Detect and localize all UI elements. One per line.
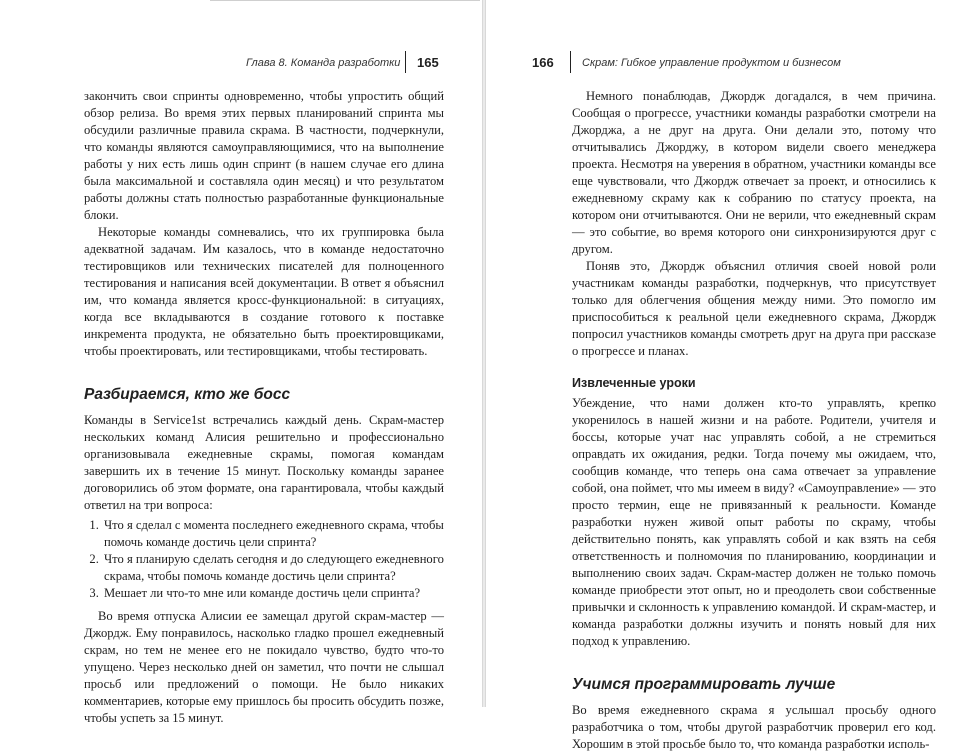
book-running-head: Скрам: Гибкое управление продуктом и бизнесом bbox=[582, 57, 841, 69]
paragraph: Команды в Service1st встречались каждый день. Скрам-мастер нескольких команд Алисия решительно и профессионально организовывала ежедневные скрамы, помогая командам завершить их в течение 15 минут. Поскольку команды заранее договорились об этом формате, она гарантировала, чтобы каждый ответил на три вопроса: bbox=[84, 413, 444, 512]
paragraph: Поняв это, Джордж объяснил отличия своей новой роли участникам команды разработки, подчеркнув, что присутствует только для облегчения общения между ними. Это помогло им приспособиться к реальной цели ежедневного скрама, Джордж попросил участников команды смотреть друг на друга при рассказе о прогрессе и планах. bbox=[572, 259, 936, 358]
paragraph: Во время отпуска Алисии ее замещал другой скрам-мастер — Джордж. Ему понравилось, насколько гладко прошел ежедневный скрам, но тем не менее его не покидало чувство, будто что-то упущено. Через несколько дней он заметил, что почти не слышал просьб или предложений о помощи. Не было никаких комментариев, которые ему пришлось бы просить обсудить позже, чтобы успеть за 15 минут. bbox=[84, 609, 444, 725]
paragraph: Во время ежедневного скрама я услышал просьбу одного разработчика о том, чтобы другой разработчик проверил его код. Хорошим в этой просьбе было то, что команда разработки исполь- bbox=[572, 703, 936, 751]
list-item: 1. Что я сделал с момента последнего ежедневного скрама, чтобы помочь команде достичь цели спринта? bbox=[102, 517, 444, 551]
paragraph: Убеждение, что нами должен кто-то управлять, крепко укоренилось в нашей жизни и на работе. Родители, учителя и боссы, которые учат нас управлять собой, а не стремиться оправдать их ожидания, редки. Тогда почему мы ожидаем, что, сообщив команде, что теперь она сама отвечает за управление собой, она поймет, что мы имеем в виду? «Самоуправление» — это просто термин, еще не привязанный к реальности. Команде разработки нужен живой опыт работы по скраму, чтобы действительно понять, как управлять собой и как взять на себя ответственность и полномочия по планированию, координации и выполнению своих задач. Скрам-мастер должен не только помочь команде приобрести этот опыт, но и преодолеть свои собственные привычки и склонность к управлению командой. И скрам-мастер, и команда разработки должны изучить и понять новый для них подход к управлению. bbox=[572, 396, 936, 648]
lessons-heading: Извлеченные уроки bbox=[572, 376, 696, 390]
right-page bbox=[486, 0, 970, 751]
list-item: 2. Что я планирую сделать сегодня и до следующего ежедневного скрама, чтобы помочь команде достичь цели спринта? bbox=[102, 551, 444, 585]
paragraph: Немного понаблюдав, Джордж догадался, в чем причина. Сообщая о прогрессе, участники команды разработки смотрели на Джорджа, а не друг на друга. Они делали это, потому что отчитывались Джорджу, в котором видели своего менеджера проекта. Несмотря на уверения в обратном, участники команды все еще чувствовали, что Джордж отвечает за проект, и относились к ежедневному скраму как к собранию по статусу проекта, на котором они отчитываются. Они не верили, что ежедневный скрам — это событие, во время которого они синхронизируются друг с другом. bbox=[572, 89, 936, 256]
paragraph: закончить свои спринты одновременно, чтобы упростить общий обзор релиза. Во время этих первых планирований спринта мы обсудили различные правила скрама. В частности, подчеркнули, что команды являются самоуправляющимися, что на выполнение работы у них есть лишь один спринт (в нашем случае его длина была максимальной и составляла один месяц) и что результатом работы должны стать полностью разработанные функциональные блоки. bbox=[84, 89, 444, 222]
left-text-column bbox=[84, 88, 444, 727]
left-page bbox=[0, 0, 482, 725]
chapter-running-head: Глава 8. Команда разработки bbox=[246, 57, 401, 69]
page-number: 166 bbox=[532, 55, 554, 70]
section-heading: Учимся программировать лучше bbox=[572, 676, 836, 693]
questions-list bbox=[84, 517, 444, 602]
scan-edge-line bbox=[210, 0, 480, 1]
header-divider bbox=[570, 51, 571, 73]
right-text-column bbox=[572, 88, 936, 753]
header-divider bbox=[405, 51, 406, 73]
section-heading: Разбираемся, кто же босс bbox=[84, 386, 291, 403]
page-number: 165 bbox=[417, 55, 439, 70]
list-item: 3. Мешает ли что-то мне или команде достичь цели спринта? bbox=[102, 585, 444, 602]
paragraph: Некоторые команды сомневались, что их группировка была адекватной задачам. Им казалось, что в команде недостаточно тестировщиков или технических писателей для полноценного тестирования и написания всей документации. В ответ я объяснил им, что команда является кросс-функциональной: в ситуациях, когда все вкладываются в создание готового к поставке инкремента продукта, не обязательно быть проектировщиками, чтобы проектировать, или тестировщиками, чтобы тестировать. bbox=[84, 225, 444, 358]
